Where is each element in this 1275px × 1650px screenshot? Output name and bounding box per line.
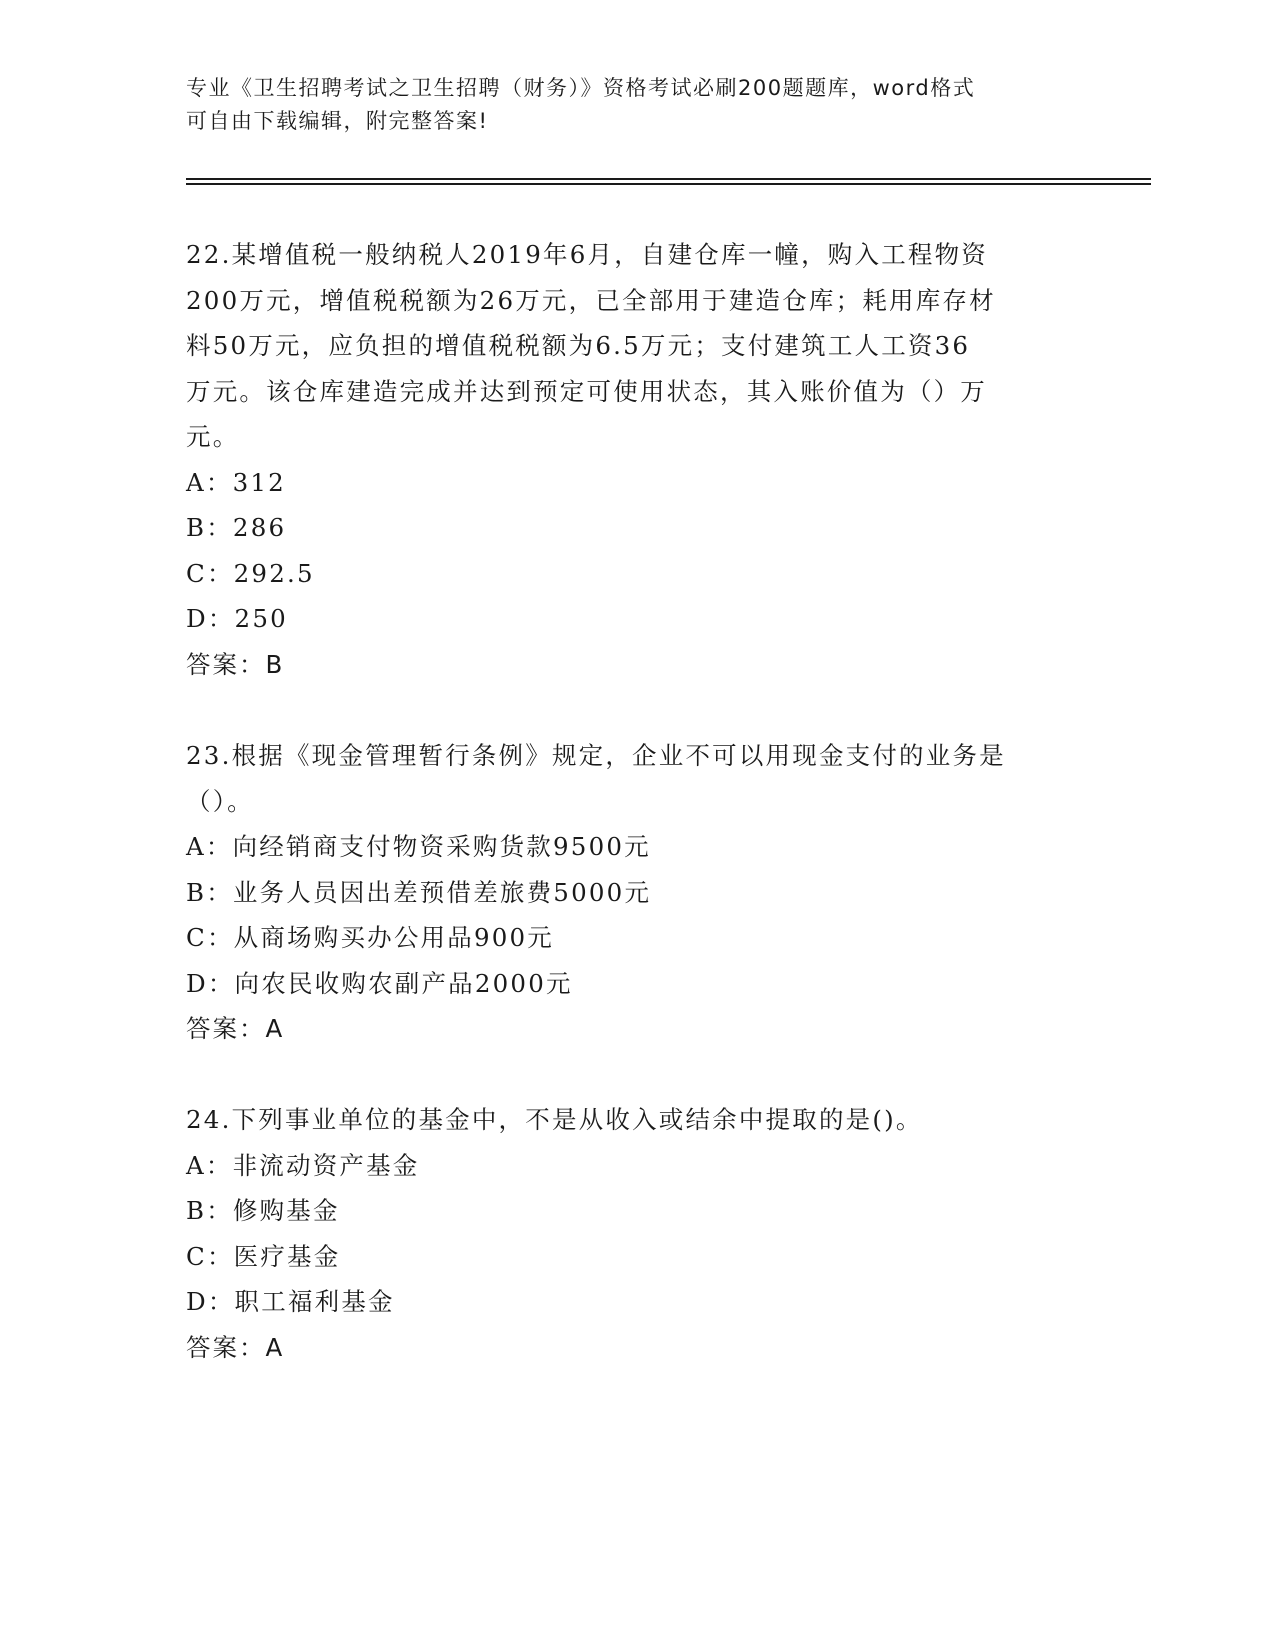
question-22 <box>186 232 1066 687</box>
option-b: B：修购基金 <box>186 1196 340 1225</box>
option-d: D：职工福利基金 <box>186 1287 395 1316</box>
option-b: B：业务人员因出差预借差旅费5000元 <box>186 877 652 907</box>
option-a: A：312 <box>186 467 286 497</box>
header-divider-top <box>186 178 1151 180</box>
question-stem-line: 24.下列事业单位的基金中，不是从收入或结余中提取的是()。 <box>186 1105 923 1134</box>
answer-line: 答案：A <box>186 1014 285 1043</box>
header-line-1: 专业《卫生招聘考试之卫生招聘（财务）》资格考试必刷200题题库，word格式 <box>186 76 976 100</box>
question-stem-line: 料50万元，应负担的增值税税额为6.5万元；支付建筑工人工资36 <box>186 331 971 360</box>
question-stem-line: 200万元，增值税税额为26万元，已全部用于建造仓库；耗用库存材 <box>186 285 996 315</box>
option-a: A：非流动资产基金 <box>186 1150 420 1180</box>
question-stem-line: 万元。该仓库建造完成并达到预定可使用状态，其入账价值为（）万 <box>186 376 987 406</box>
option-c: C：医疗基金 <box>186 1241 341 1271</box>
question-stem-line: 22.某增值税一般纳税人2019年6月，自建仓库一幢，购入工程物资 <box>186 240 988 269</box>
option-c: C：从商场购买办公用品900元 <box>186 923 555 952</box>
question-stem-line: （）。 <box>186 786 254 816</box>
question-stem-line: 元。 <box>186 422 240 451</box>
option-d: D：250 <box>186 604 288 633</box>
question-stem-line: 23.根据《现金管理暂行条例》规定，企业不可以用现金支付的业务是 <box>186 741 1006 770</box>
answer-line: 答案：A <box>186 1332 285 1362</box>
option-d: D：向农民收购农副产品2000元 <box>186 968 573 998</box>
document-header <box>186 72 1086 138</box>
header-line-2: 可自由下载编辑，附完整答案! <box>186 109 489 133</box>
question-23 <box>186 733 1066 1052</box>
option-c: C：292.5 <box>186 558 315 588</box>
question-24 <box>186 1097 1066 1370</box>
answer-line: 答案：B <box>186 649 285 679</box>
option-b: B：286 <box>186 513 287 542</box>
option-a: A：向经销商支付物资采购货款9500元 <box>186 832 651 861</box>
header-divider-bottom <box>186 183 1151 185</box>
